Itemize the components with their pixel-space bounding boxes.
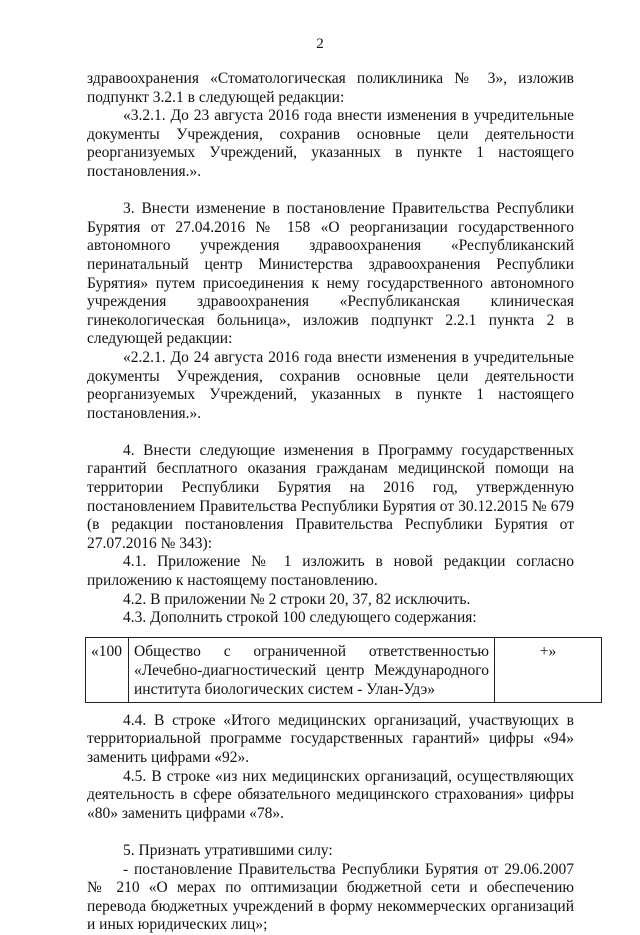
paragraph-item-4-1: 4.1. Приложение № 1 изложить в новой редакции согласно приложению к настоящему постановлению. xyxy=(87,553,574,590)
spacer xyxy=(87,182,574,201)
spacer xyxy=(87,823,574,842)
document-body xyxy=(87,70,574,935)
page-number: 2 xyxy=(316,36,324,52)
paragraph-item-3: 3. Внести изменение в постановление Правительства Республики Бурятия от 27.04.2016 № 158 «О реорганизации государственного автономного учреждения здравоохранения «Республиканский перинатальный центр Министерства здравоохранения Республики Бурятия» путем присоединения к нему государственного автономного учреждения здравоохранения «Республиканская клиническая гинекологическая больница», изложив подпункт 2.2.1 пункта 2 в следующей редакции: xyxy=(87,200,574,348)
spacer xyxy=(87,423,574,442)
quoted-subclause-3-2-1: «3.2.1. До 23 августа 2016 года внести изменения в учредительные документы Учреждения, сохранив основные цели деятельности реорганизуемых Учреждений, указанных в пункте 1 настоящего постановления.». xyxy=(87,107,574,180)
quoted-subclause-2-2-1: «2.2.1. До 24 августа 2016 года внести изменения в учредительные документы Учреждения, сохранив основные цели деятельности реорганизуемых Учреждений, указанных в пункте 1 настоящего постановления.». xyxy=(87,348,574,422)
row-number-cell: «100 xyxy=(86,637,129,702)
paragraph-item-4: 4. Внести следующие изменения в Программу государственных гарантий бесплатного оказания гражданам медицинской помощи на территории Республики Бурятия на 2016 год, утвержденную постановлением Правительства Республики Бурятия от 30.12.2015 № 679 (в редакции постановления Правительства Республики Бурятия от 27.07.2016 № 343): xyxy=(87,441,574,552)
paragraph-item-4-5: 4.5. В строке «из них медицинских организаций, осуществляющих деятельность в сфере обязательного медицинского страхования» цифры «80» заменить цифрами «78». xyxy=(87,767,574,822)
insert-row-table xyxy=(85,637,602,703)
paragraph-item-4-2: 4.2. В приложении № 2 строки 20, 37, 82 исключить. xyxy=(123,590,471,608)
paragraph-item-4-4: 4.4. В строке «Итого медицинских организаций, участвующих в территориальной программе государственных гарантий» цифры «94» заменить цифрами «92». xyxy=(87,711,574,766)
mark-cell: +» xyxy=(495,637,602,702)
table-row xyxy=(86,637,602,702)
paragraph-repealed-act: - постановление Правительства Республики Бурятия от 29.06.2007 № 210 «О мерах по оптимизации бюджетной сети и обеспечению перевода бюджетных учреждений в форму некоммерческих организаций и иных юридических лиц»; xyxy=(87,860,574,934)
paragraph-item-5: 5. Признать утратившими силу: xyxy=(123,841,333,859)
paragraph-continuation: здравоохранения «Стоматологическая поликлиника № 3», изложив подпункт 3.2.1 в следующей редакции: xyxy=(87,70,574,106)
organization-name-cell: Общество с ограниченной ответственностью «Лечебно-диагностический центр Международного института биологических систем - Улан-Удэ» xyxy=(129,637,495,702)
paragraph-item-4-3: 4.3. Дополнить строкой 100 следующего содержания: xyxy=(123,609,477,627)
